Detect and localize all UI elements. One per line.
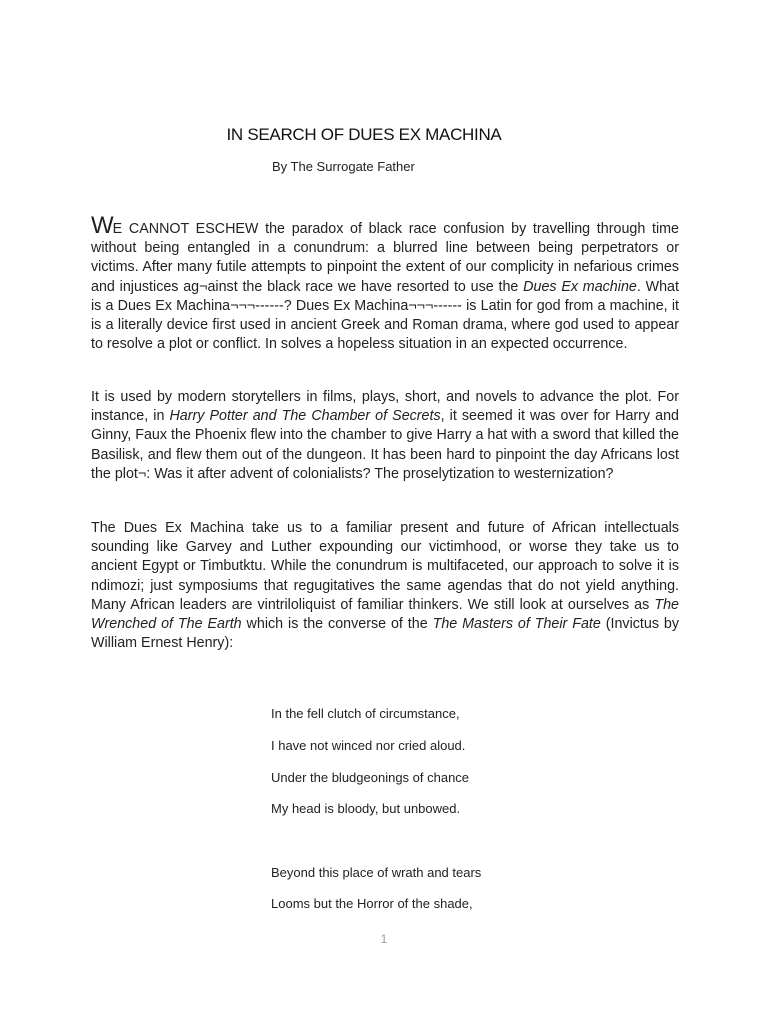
page-number: 1 xyxy=(380,932,388,946)
poem-line: Under the bludgeonings of chance xyxy=(271,770,470,785)
paragraph-3-text-1: The Dues Ex Machina take us to a familiar present and future of African intellectuals sounding like Garvey and Luther expounding our victimhood, or worse they take us to ancient Egypt or Timbutktu. While the conundrum is multifaceted, our approach to solve it is ndimozi; just symposiums that regugitatives the same agendas that do not yield anything. Many African leaders are vintriloliquist of familiar thinkers. We still look at ourselves as xyxy=(91,520,679,613)
paragraph-1-lead: E CANNOT ESCHEW xyxy=(112,221,259,237)
byline: By The Surrogate Father xyxy=(272,159,415,174)
poem-line: I have not winced nor cried aloud. xyxy=(271,738,466,753)
paragraph-2 xyxy=(91,388,679,484)
paragraph-1-text-1: the paradox of black race confusion by travelling through time without being entangled in a conundrum: a blurred line between being perpetrators or victims. After many futile attempts to pinpoint the extent of our complicity in nefarious crimes and injustices ag¬ainst the black race we have resorted to use the xyxy=(91,221,679,295)
paragraph-3 xyxy=(91,519,679,653)
paragraph-2-italic-1: Harry Potter and The Chamber of Secrets xyxy=(169,408,441,425)
paragraph-1-text-2: . What is a Dues Ex Machina¬¬¬------? Dues Ex Machina¬¬¬------ is Latin for god from a machine, it is a literally device first used in ancient Greek and Roman drama, where god used to appear to resolve a plot or conflict. In solves a hopeless situation in an expected occurrence. xyxy=(91,278,679,353)
paragraph-3-italic-2: The Masters of Their Fate xyxy=(432,616,601,633)
paragraph-1 xyxy=(91,212,679,354)
paragraph-2-text-2: , it seemed it was over for Harry and Ginny, Faux the Phoenix flew into the chamber to give Harry a hat with a sword that killed the Basilisk, and flew them out of the dungeon. It has been hard to pinpoint the day Africans lost the plot¬: Was it after advent of colonialists? The proselytization to westernization? xyxy=(91,408,679,482)
paragraph-3-text-3: (Invictus by William Ernest Henry): xyxy=(91,616,679,652)
document-title: IN SEARCH OF DUES EX MACHINA xyxy=(226,125,502,144)
paragraph-1-italic-1: Dues Ex machine xyxy=(523,278,637,295)
poem-line: Beyond this place of wrath and tears xyxy=(271,865,482,880)
poem-line: In the fell clutch of circumstance, xyxy=(271,706,460,721)
paragraph-3-italic-1: The Wrenched of The Earth xyxy=(91,596,679,633)
poem-line: Looms but the Horror of the shade, xyxy=(271,896,473,911)
drop-cap: W xyxy=(91,212,113,239)
paragraph-2-text-1: It is used by modern storytellers in films, plays, short, and novels to advance the plot. For instance, in xyxy=(91,389,679,425)
poem-line: My head is bloody, but unbowed. xyxy=(271,801,461,816)
paragraph-3-text-2: which is the converse of the xyxy=(241,616,433,633)
